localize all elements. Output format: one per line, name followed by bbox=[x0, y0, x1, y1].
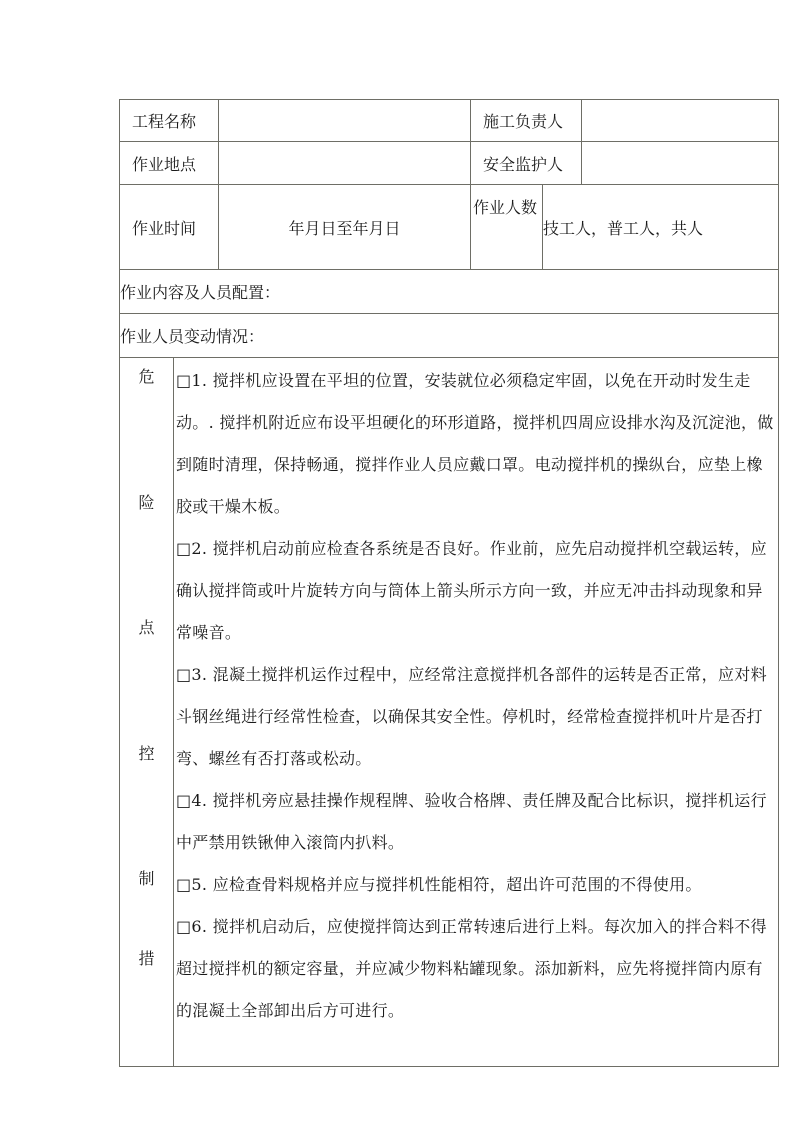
control-measures bbox=[174, 358, 779, 1067]
measure-item[interactable]: □3. 混凝土搅拌机运作过程中，应经常注意搅拌机各部件的运转是否正常，应对料斗钢丝绳进行经常性检查，以确保其安全性。停机时，经常检查搅拌机叶片是否打弯、螺丝有否打落或松动。 bbox=[176, 665, 767, 768]
measure-item[interactable]: □4. 搅拌机旁应悬挂操作规程牌、验收合格牌、责任牌及配合比标识，搅拌机运行中严禁用铁锹伸入滚筒内扒料。 bbox=[176, 791, 767, 852]
hazard-control-label: 危 险 点 控 制 措 bbox=[120, 358, 174, 1067]
row-personnel-change bbox=[120, 314, 779, 358]
label-work-location: 作业地点 bbox=[120, 142, 219, 185]
row-content bbox=[120, 270, 779, 314]
row-project-name bbox=[120, 100, 779, 142]
label-safety-supervisor: 安全监护人 bbox=[471, 142, 582, 185]
field-personnel-change[interactable]: 作业人员变动情况： bbox=[120, 314, 779, 358]
field-construction-lead[interactable] bbox=[582, 100, 779, 142]
label-worker-count: 作业人数 bbox=[471, 185, 543, 270]
label-work-time: 作业时间 bbox=[120, 185, 219, 270]
measure-item[interactable]: □6. 搅拌机启动后，应使搅拌筒达到正常转速后进行上料。每次加入的拌合料不得超过搅拌机的额定容量，并应减少物料粘罐现象。添加新料，应先将搅拌筒内原有的混凝土全部卸出后方可进行。 bbox=[176, 917, 767, 1020]
measure-item[interactable]: □1. 搅拌机应设置在平坦的位置，安装就位必须稳定牢固，以免在开动时发生走动。. 搅拌机附近应布设平坦硬化的环形道路，搅拌机四周应设排水沟及沉淀池，做到随时清理，保持畅通，搅拌作业人员应戴口罩。电动搅拌机的操纵台，应垫上橡胶或干燥木板。 bbox=[176, 371, 774, 516]
measure-item[interactable]: □2. 搅拌机启动前应检查各系统是否良好。作业前，应先启动搅拌机空载运转，应确认搅拌筒或叶片旋转方向与筒体上箭头所示方向一致，并应无冲击抖动现象和异常噪音。 bbox=[176, 539, 767, 642]
row-hazard-control bbox=[120, 358, 779, 1067]
field-work-location[interactable] bbox=[219, 142, 471, 185]
row-time bbox=[120, 185, 779, 270]
safety-form-table bbox=[119, 99, 779, 1067]
field-work-time[interactable]: 年月日至年月日 bbox=[219, 185, 471, 270]
field-safety-supervisor[interactable] bbox=[582, 142, 779, 185]
field-work-content[interactable]: 作业内容及人员配置： bbox=[120, 270, 779, 314]
row-location bbox=[120, 142, 779, 185]
measure-item[interactable]: □5. 应检查骨料规格并应与搅拌机性能相符，超出许可范围的不得使用。 bbox=[176, 875, 702, 894]
label-construction-lead: 施工负责人 bbox=[471, 100, 582, 142]
field-worker-count[interactable]: 技工人，普工人，共人 bbox=[543, 185, 779, 270]
label-project-name: 工程名称 bbox=[120, 100, 219, 142]
field-project-name[interactable] bbox=[219, 100, 471, 142]
